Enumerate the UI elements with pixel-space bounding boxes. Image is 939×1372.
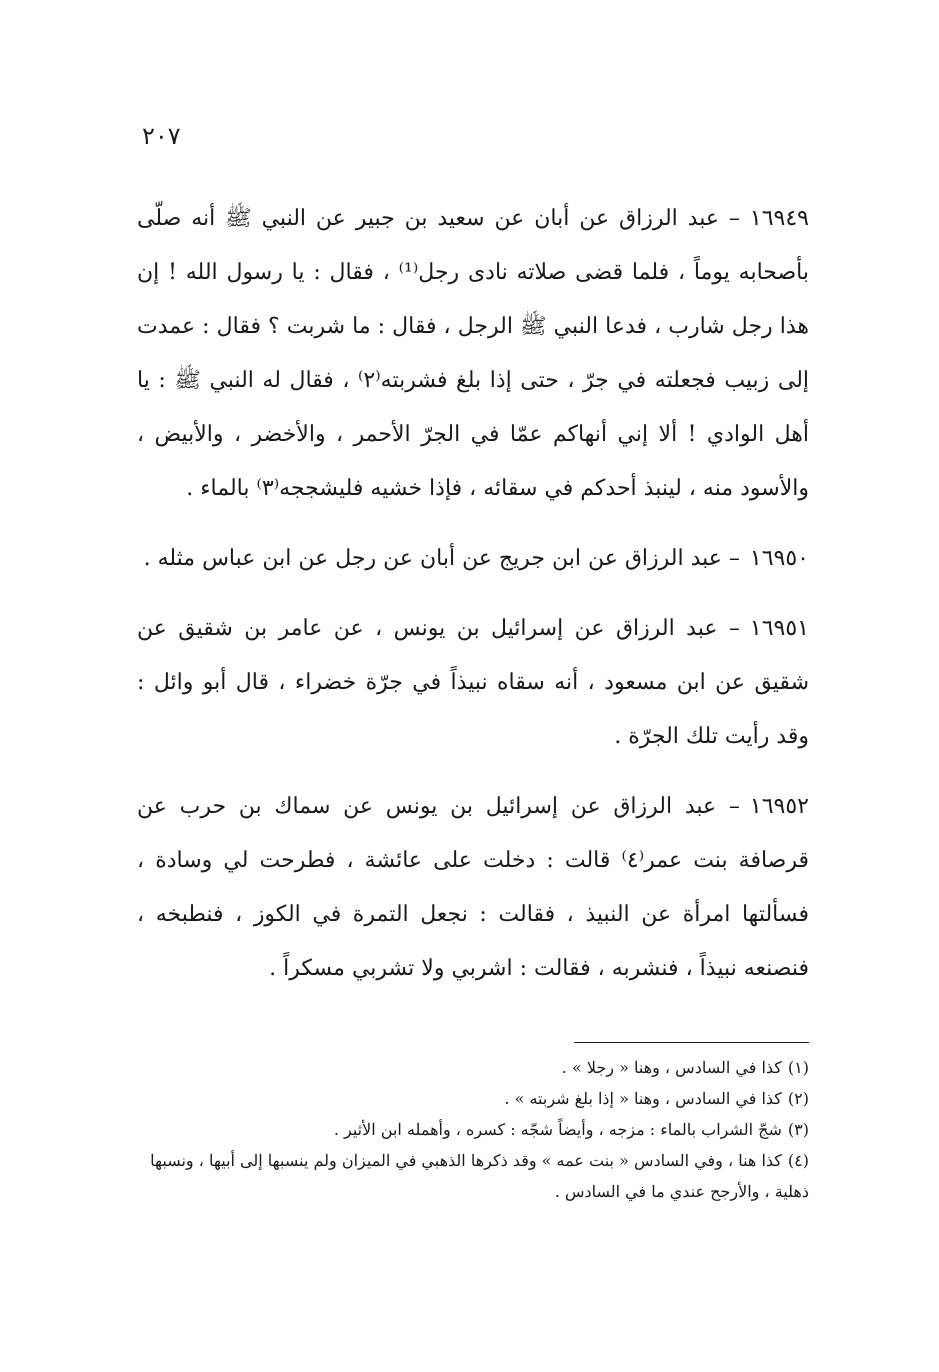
footnote-1: [137, 1052, 809, 1083]
footnote-number: (٣): [787, 1120, 809, 1139]
hadith-number: ١٦٩٥٠: [749, 546, 809, 571]
hadith-16949: [137, 192, 809, 516]
footnote-text: كذا هنا ، وفي السادس « بنت عمه » وقد ذكرها الذهبي في الميزان ولم ينسبها إلى أبيها ، ونسبها ذهلية ، والأرجح عندي ما في السادس .: [150, 1151, 809, 1201]
hadith-text: – عبد الرزاق عن إسرائيل بن يونس عن سماك بن حرب عن قرصافة بنت عمر⁽٤⁾ قالت : دخلت على عائشة ، فطرحت لي وسادة ، فسألتها امرأة عن النبيذ ، فقالت : نجعل التمرة في الكوز ، فنطبخه ، فنصنعه نبيذاً ، فنشربه ، فقالت : اشربي ولا تشربي مسكراً .: [137, 794, 810, 981]
hadith-text: – عبد الرزاق عن أبان عن سعيد بن جبير عن النبي ﷺ أنه صلّى بأصحابه يوماً ، فلما قضى صلاته نادى رجل⁽¹⁾ ، فقال : يا رسول الله ! إن هذا رجل شارب ، فدعا النبي ﷺ الرجل ، فقال : ما شربت ؟ فقال : عمدت إلى زبيب فجعلته في جرّ ، حتى إذا بلغ فشربته⁽٢⁾ ، فقال له النبي ﷺ : يا أهل الوادي ! ألا إني أنهاكم عمّا في الجرّ الأحمر ، والأخضر ، والأبيض ، والأسود منه ، لينبذ أحدكم في سقائه ، فإذا خشيه فليشججه⁽٣⁾ بالماء .: [137, 206, 810, 501]
hadith-number: ١٦٩٤٩: [749, 206, 809, 231]
footnote-text: كذا في السادس ، وهنا « رجلا » .: [561, 1058, 782, 1077]
footnotes: [137, 1052, 809, 1207]
hadith-16951: [137, 602, 809, 764]
hadith-16950: [137, 532, 809, 586]
hadith-number: ١٦٩٥١: [749, 616, 809, 641]
footnote-text: كذا في السادس ، وهنا « إذا بلغ شربته » .: [504, 1089, 782, 1108]
hadith-text: – عبد الرزاق عن إسرائيل بن يونس ، عن عامر بن شقيق عن شقيق عن ابن مسعود ، أنه سقاه نبيذاً في جرّة خضراء ، قال أبو وائل : وقد رأيت تلك الجرّة .: [137, 616, 809, 749]
footnote-separator: [574, 1042, 809, 1043]
footnote-3: [137, 1114, 809, 1145]
hadith-number: ١٦٩٥٢: [749, 794, 809, 819]
footnote-4: [137, 1145, 809, 1207]
footnote-text: شجّ الشراب بالماء : مزجه ، وأيضاً شجّه : كسره ، وأهمله ابن الأثير .: [333, 1120, 782, 1139]
hadith-text: – عبد الرزاق عن ابن جريج عن أبان عن رجل عن ابن عباس مثله .: [143, 546, 740, 571]
footnote-number: (٤): [787, 1151, 809, 1170]
hadith-16952: [137, 780, 809, 996]
footnote-2: [137, 1083, 809, 1114]
page-number: ٢٠٧: [142, 122, 181, 150]
main-text: [137, 192, 809, 1012]
footnote-number: (٢): [787, 1089, 809, 1108]
footnote-number: (١): [787, 1058, 809, 1077]
